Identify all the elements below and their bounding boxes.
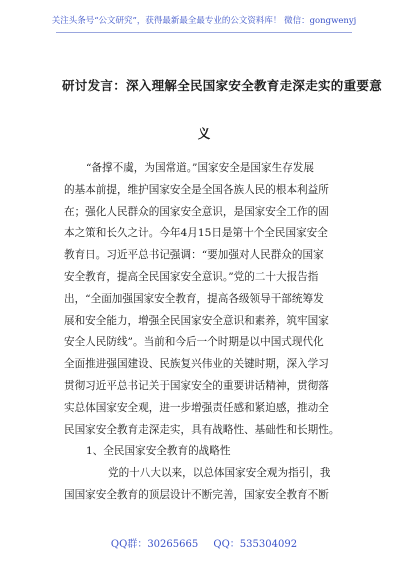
body-line: 展和安全能力，增强全民国家安全意识和素养，筑牢国家 <box>64 314 329 327</box>
document-title-continuation: 义 <box>197 126 211 141</box>
document-title: 研讨发言：深入理解全民国家安全教育走深走实的重要意 <box>62 78 383 93</box>
body-line: “备撑不虞，为国常道。”国家安全是国家生存发展 <box>86 162 314 174</box>
header-note: 关注头条号“公文研究”，获得最新最全最专业的公文资料库！ 微信：gongwenyj <box>51 16 357 26</box>
section-heading: 1、全民国家安全教育的战略性 <box>86 445 231 458</box>
body-line: 民国家安全教育走深走实，具有战略性、基础性和长期性。 <box>64 423 340 436</box>
body-line: 全面推进强国建设、民族复兴伟业的关键时期，深入学习 <box>64 358 329 371</box>
body-line: 本之策和长久之计。今年4月15日是第十个全民国家安全 <box>64 227 328 240</box>
body-line: 出，“全面加强国家安全教育，提高各级领导干部统筹发 <box>64 292 324 305</box>
body-line: 在；强化人民群众的国家安全意识，是国家安全工作的固 <box>64 205 329 218</box>
body-line: 安全人民防线”。当前和今后一个时期是以中国式现代化 <box>64 336 324 349</box>
document-body <box>64 158 352 507</box>
footer-qq-group: QQ群：30265665 <box>110 539 199 550</box>
body-line: 国国家安全教育的顶层设计不断完善，国家安全教育不断 <box>64 488 329 501</box>
footer-qq: QQ：535304092 <box>213 539 298 550</box>
body-line: 党的十八大以来，以总体国家安全观为指引，我 <box>108 467 331 480</box>
body-line: 的基本前提，维护国家安全是全国各族人民的根本利益所 <box>64 183 329 196</box>
body-line: 实总体国家安全观，进一步增强责任感和紧迫感，推动全 <box>64 401 329 414</box>
body-line: 安全教育，提高全民国家安全意识。”党的二十大报告指 <box>64 270 319 283</box>
body-line: 贯彻习近平总书记关于国家安全的重要讲话精神，贯彻落 <box>64 379 329 392</box>
header-divider <box>56 32 352 33</box>
footer-contact <box>0 535 408 550</box>
body-line: 教育日。习近平总书记强调：“要加强对人民群众的国家 <box>64 249 324 262</box>
